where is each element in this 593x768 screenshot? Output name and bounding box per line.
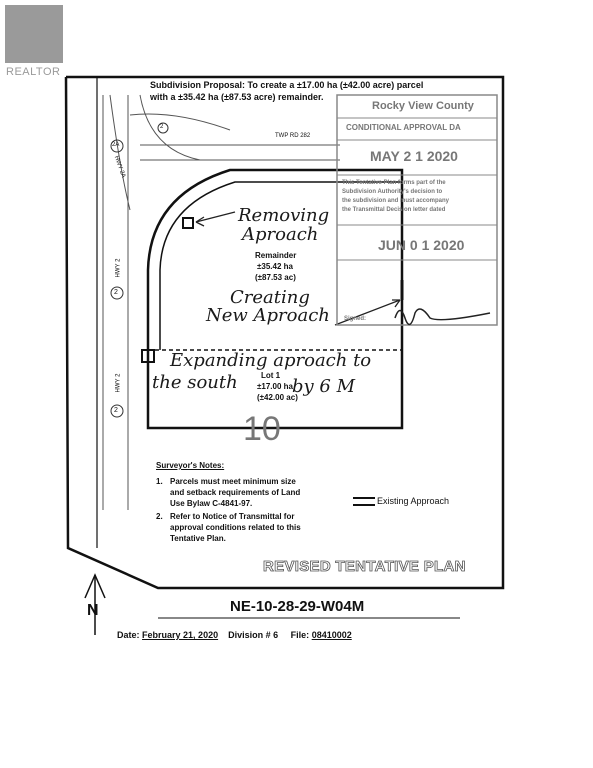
signature-scribble <box>395 309 490 324</box>
section-number: 10 <box>243 410 281 448</box>
road-label: TWP RD 282 <box>275 133 311 139</box>
note-1-num: 1. <box>156 477 163 486</box>
lot-ha: ±17.00 ha <box>257 382 293 391</box>
handwritten-by-6m: by 6 M <box>292 376 356 397</box>
stamp-signed-label: Signed: <box>344 316 366 322</box>
note-2-line-2: approval conditions related to this <box>170 523 301 532</box>
header-line-2: with a ±35.42 ha (±87.53 acre) remainder. <box>150 92 324 102</box>
division-label: Division # 6 <box>228 630 279 640</box>
handwritten-expanding: Expanding aproach to <box>170 350 372 371</box>
removing-approach-mark <box>183 218 193 228</box>
arrow-1 <box>196 212 235 222</box>
remainder-title: Remainder <box>255 251 297 260</box>
marker-circle: 2 <box>160 124 164 130</box>
stamp-approval: CONDITIONAL APPROVAL DA <box>346 123 461 132</box>
remainder-ha: ±35.42 ha <box>257 262 293 271</box>
footer <box>117 630 352 640</box>
note-2-line-3: Tentative Plan. <box>170 534 226 543</box>
stamp-text-1: This Tentative Plan forms part of the <box>342 180 446 186</box>
ramp-curve-1 <box>140 95 200 160</box>
hwy-2a-label: HWY 2A <box>112 155 127 179</box>
hwy-label-1: HWY 2 <box>115 258 122 278</box>
stamp-text-3: the subdivision and must accompany <box>342 198 450 204</box>
realtor-watermark-text: REALTOR <box>6 66 61 78</box>
hwy-label-2: HWY 2 <box>115 373 122 393</box>
handwritten-removing: Removing <box>238 205 330 226</box>
note-2-line-1: Refer to Notice of Transmittal for <box>170 512 295 521</box>
stamp-text-2: Subdivision Authority's decision to <box>342 189 443 195</box>
stamp-text-4: the Transmittal Decision letter dated <box>342 207 446 213</box>
note-1-line-3: Use Bylaw C-4841-97. <box>170 499 253 508</box>
plan-title: REVISED TENTATIVE PLAN <box>263 558 466 575</box>
north-label: N <box>87 602 99 619</box>
marker-2a: 2A <box>112 142 120 148</box>
header-line-1: Subdivision Proposal: To create a ±17.00 ha (±42.00 acre) parcel <box>150 80 424 90</box>
note-2-num: 2. <box>156 512 163 521</box>
note-1-line-1: Parcels must meet minimum size <box>170 477 296 486</box>
existing-approach-symbol-icon <box>353 497 375 506</box>
remainder-ac: (±87.53 ac) <box>255 273 296 282</box>
handwritten-creating: Creating <box>230 287 310 308</box>
handwritten-new-aproach: New Aproach <box>206 305 330 326</box>
handwritten-the-south: the south <box>152 372 238 393</box>
stamp-date-2: JUN 0 1 2020 <box>378 237 465 253</box>
file-value: 08410002 <box>311 630 352 640</box>
marker-2-upper: 2 <box>114 289 118 296</box>
lot-title: Lot 1 <box>261 371 281 380</box>
handwritten-aproach: Aproach <box>242 224 319 245</box>
legend-label: Existing Approach <box>377 496 450 506</box>
note-1-line-2: and setback requirements of Land <box>170 488 301 497</box>
legal-description: NE-10-28-29-W04M <box>230 598 365 615</box>
ramp-curve-2 <box>110 95 130 210</box>
notes-title: Surveyor's Notes: <box>156 461 225 470</box>
date-value: February 21, 2020 <box>142 630 219 640</box>
file-label: File: <box>290 630 310 640</box>
date-label: Date: <box>117 630 140 640</box>
legend-existing-approach <box>353 496 449 506</box>
stamp-county: Rocky View County <box>372 100 474 112</box>
stamp-date-1: MAY 2 1 2020 <box>370 148 458 164</box>
lot-ac: (±42.00 ac) <box>257 393 298 402</box>
ramp-curve-3 <box>130 114 230 130</box>
marker-2-lower: 2 <box>114 407 118 414</box>
